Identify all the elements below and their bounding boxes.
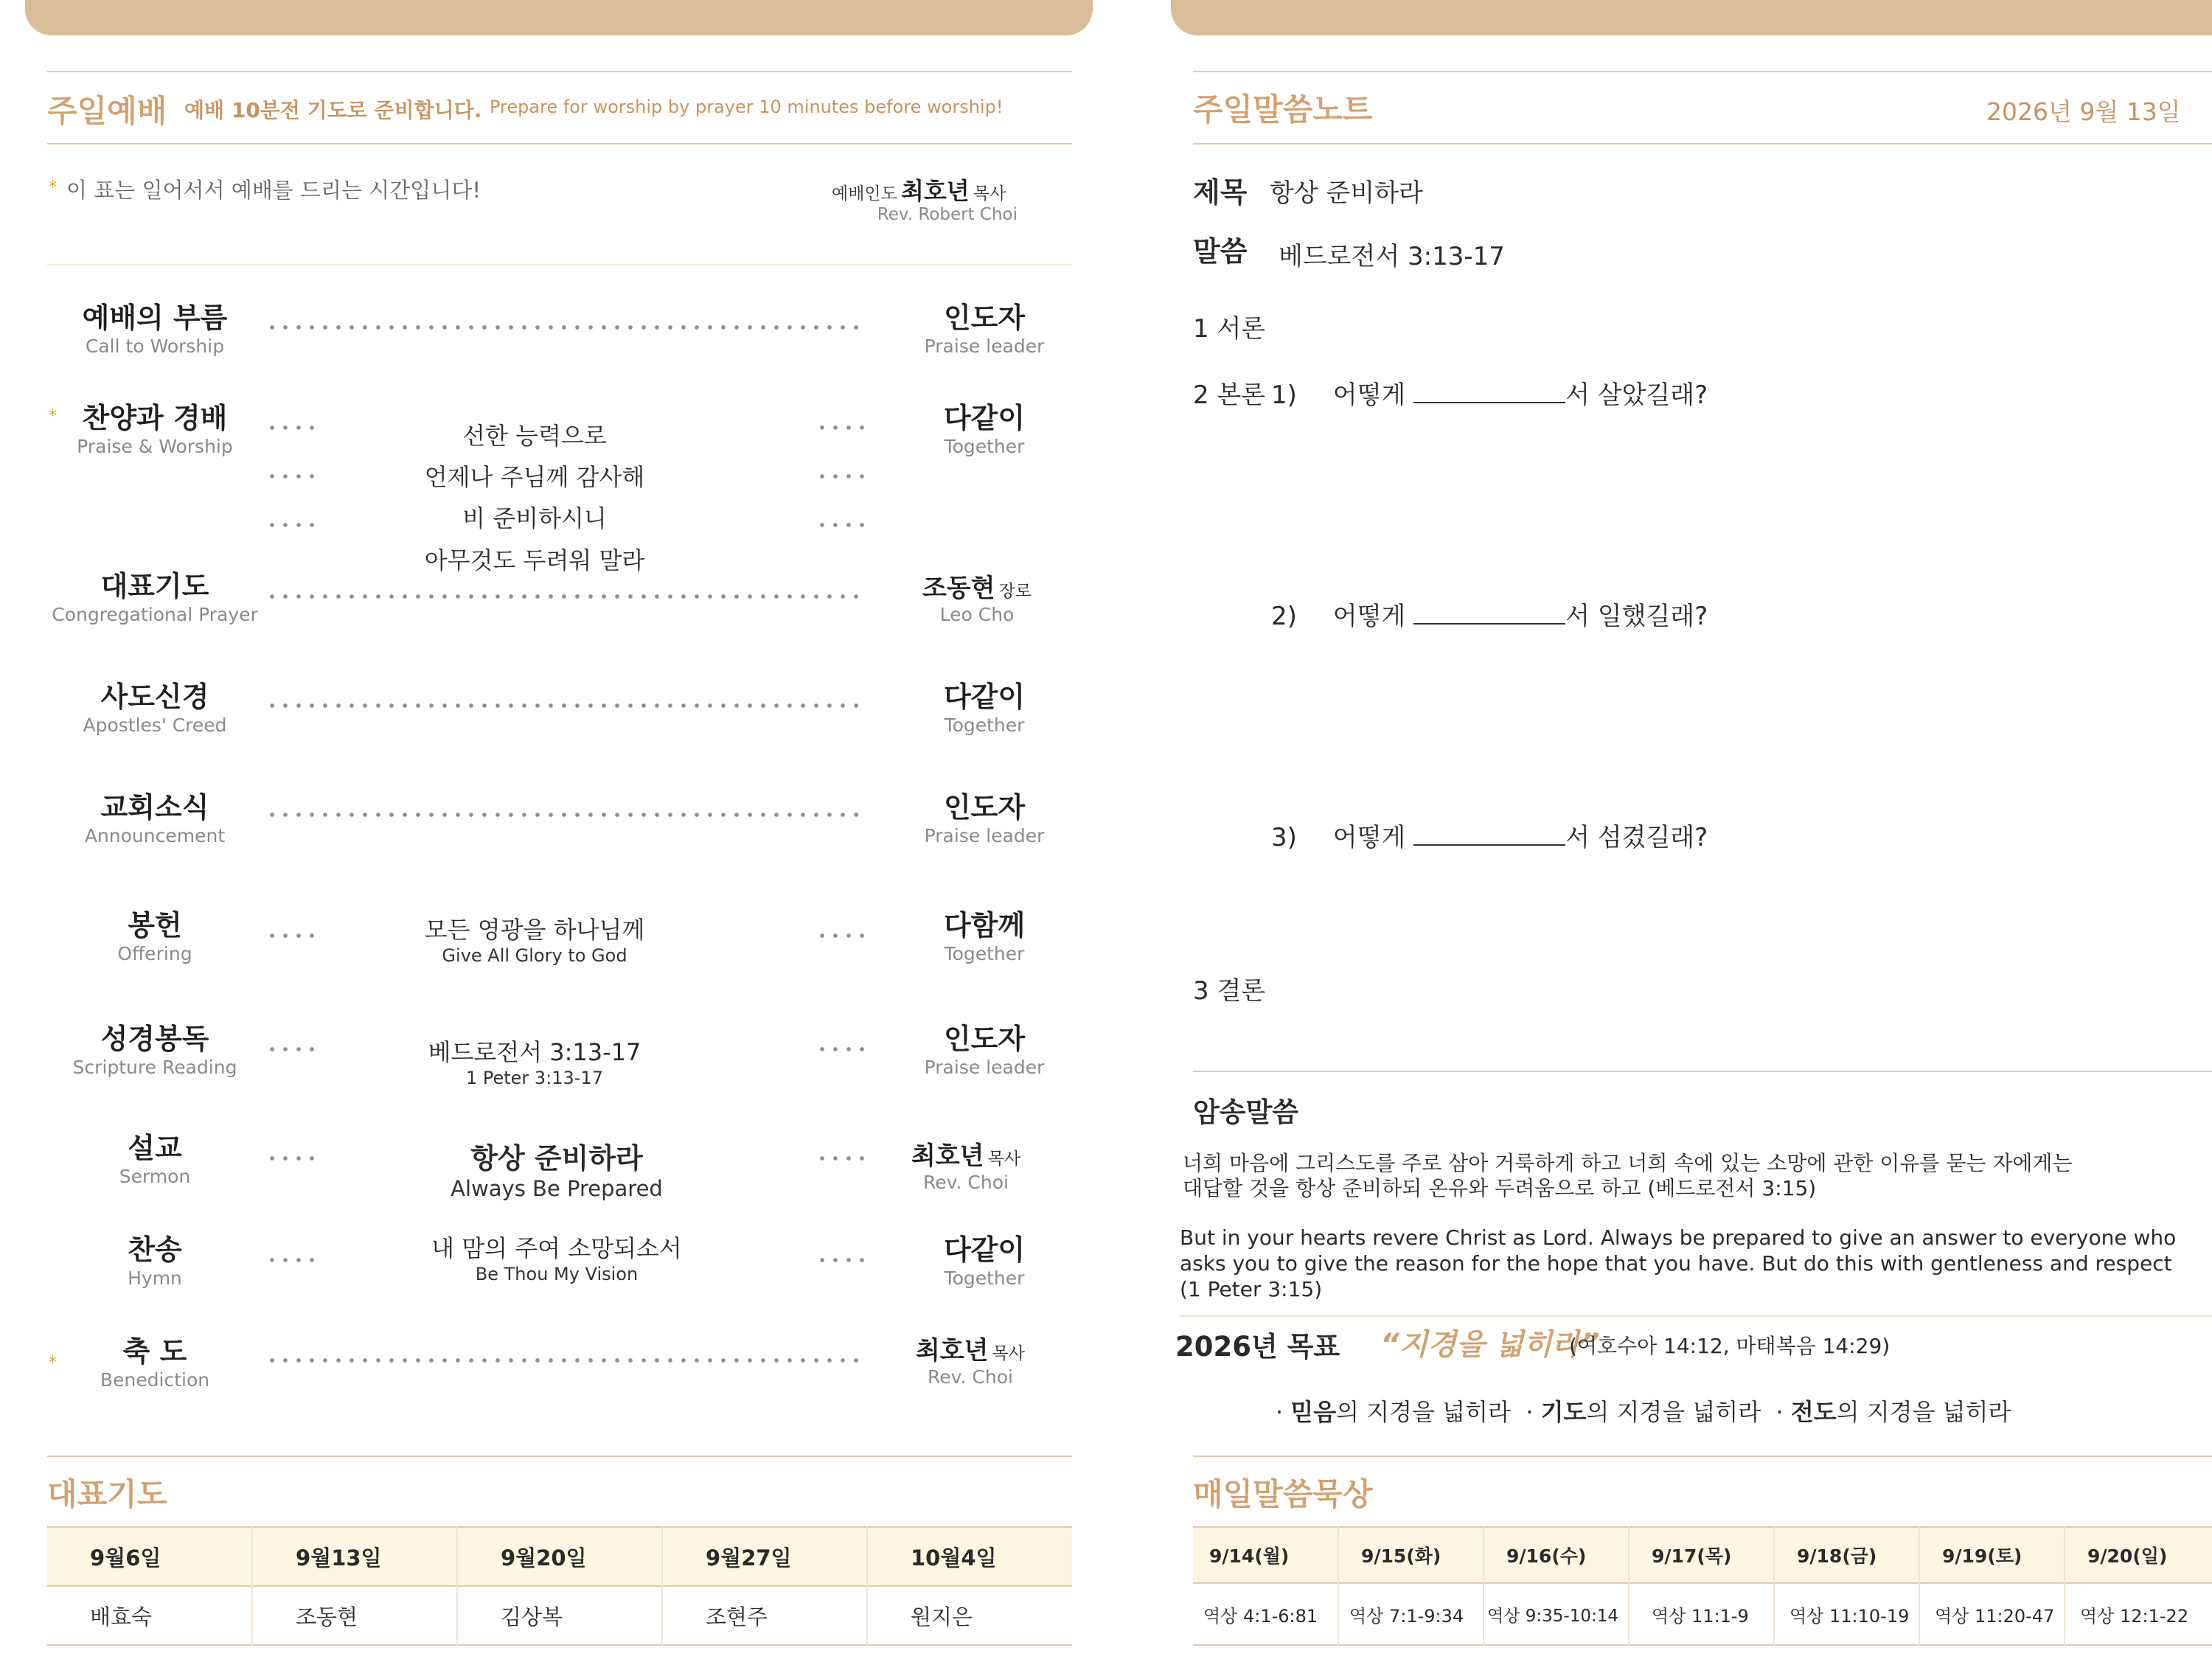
point-pre: 어떻게 — [1332, 380, 1406, 410]
order-item-en: Call to Worship — [85, 335, 225, 357]
order-item-en: Offering — [117, 943, 192, 964]
memory-verse-en-3: (1 Peter 3:15) — [1180, 1277, 1323, 1301]
goal-item-bold: 믿음 — [1290, 1398, 1337, 1426]
prayer-name: 조현주 — [662, 1586, 867, 1645]
order-item-ko: 예배의 부름 — [82, 302, 228, 334]
reading-day: 9/18(금) — [1774, 1527, 1919, 1583]
prayer-schedule-header-row — [47, 1527, 1072, 1586]
dotted-leader — [265, 1156, 319, 1161]
reading-passage: 역상 4:1-6:81 — [1203, 1605, 1318, 1627]
prayer-name: 배효숙 — [90, 1604, 153, 1630]
leader-title: 목사 — [973, 184, 1006, 204]
order-item-en: Apostles' Creed — [83, 714, 227, 736]
goal-items — [1276, 1394, 2011, 1427]
leader-en-label: Together — [944, 714, 1025, 736]
dotted-leader — [815, 1156, 869, 1161]
goal-item-rest: 의 지경을 넓히라 — [1336, 1398, 1511, 1426]
leader-ko: 최호년 — [915, 1336, 989, 1366]
leader-title: 목사 — [987, 1150, 1021, 1169]
leader-ko: 다함께 — [943, 909, 1026, 942]
goal-motto: “지경을 넓히라” — [1380, 1328, 1600, 1362]
note-rule-bottom — [1193, 143, 2212, 145]
order-item-leader — [908, 1227, 1060, 1289]
order-item-en: Announcement — [84, 825, 226, 846]
leader-en: Rev. Robert Choi — [877, 205, 1018, 224]
leader-ko: 다같이 — [943, 402, 1026, 434]
order-item-prayer — [44, 563, 265, 625]
daily-reading-passage-row — [1193, 1583, 2212, 1645]
leader-ko: 조동현 — [922, 574, 995, 603]
prayer-schedule-names-row — [47, 1586, 1072, 1645]
fill-in-blank[interactable] — [1413, 602, 1565, 625]
reading-passage: 역상 12:1-22 — [2065, 1583, 2212, 1645]
point-pre: 어떻게 — [1332, 602, 1406, 631]
sermon-title-block — [369, 1135, 745, 1201]
dotted-leader — [265, 1358, 867, 1363]
song-1: 선한 능력으로 — [462, 422, 607, 450]
order-item-benediction — [52, 1329, 258, 1391]
sermon-note-date: 2026년 9월 13일 — [1986, 97, 2181, 126]
reading-day: 9/16(수) — [1484, 1527, 1629, 1583]
bullet-icon: · — [1526, 1398, 1534, 1426]
prayer-name: 원지은 — [867, 1586, 1072, 1645]
memory-verse-rule — [1193, 1071, 2212, 1072]
point-pre: 어떻게 — [1332, 823, 1406, 852]
note-rule-top — [1193, 71, 2212, 72]
goal-rule — [1180, 1315, 2212, 1317]
order-item-leader — [900, 568, 1054, 625]
standing-star-icon: * — [49, 178, 57, 197]
prayer-schedule-table — [47, 1526, 1072, 1646]
goal-refs: (여호수아 14:12, 마태복음 14:29) — [1569, 1334, 1891, 1358]
order-item-ko: 찬송 — [128, 1234, 182, 1266]
standing-star-icon: * — [49, 1354, 57, 1372]
order-item-ko: 대표기도 — [100, 570, 209, 602]
leader-en-label: Leo Cho — [939, 604, 1015, 625]
prayer-date: 9월13일 — [252, 1527, 457, 1586]
service-subtitle-ko: 예배 10분전 기도로 준비합니다. — [184, 98, 482, 122]
reading-day: 9/19(토) — [1919, 1527, 2065, 1583]
right-page-top-tab — [1171, 0, 2212, 35]
note-scripture-label: 말씀 — [1193, 235, 1248, 268]
daily-reading-title: 매일말씀묵상 — [1193, 1476, 1373, 1512]
order-item-call-to-worship — [52, 295, 258, 357]
song-4: 아무것도 두려워 말라 — [424, 546, 645, 574]
prayer-date: 9월6일 — [90, 1545, 161, 1571]
memory-verse-ko-2: 대답할 것을 항상 준비하되 온유와 두려움으로 하고 (베드로전서 3:15) — [1183, 1176, 1817, 1200]
goal-item-rest: 의 지경을 넓히라 — [1836, 1398, 2011, 1426]
order-item-announcement — [52, 785, 258, 846]
prayer-date: 10월4일 — [867, 1527, 1072, 1586]
leader-en-label: Together — [944, 1267, 1025, 1289]
reading-day: 9/14(월) — [1209, 1545, 1290, 1567]
memory-verse-en-1: But in your hearts revere Christ as Lord. Always be prepared to give an answer to everyone who — [1180, 1225, 2177, 1250]
sermon-title-ko: 항상 준비하라 — [470, 1142, 643, 1175]
order-item-ko: 사도신경 — [100, 681, 209, 713]
dotted-leader — [265, 325, 867, 330]
order-item-ko: 봉헌 — [128, 909, 182, 942]
leader-en-label: Praise leader — [924, 1057, 1045, 1078]
order-item-leader — [908, 1016, 1060, 1078]
bullet-icon: · — [1775, 1398, 1784, 1426]
order-item-sermon — [52, 1125, 258, 1187]
order-item-leader — [904, 1330, 1037, 1388]
dotted-leader — [815, 1258, 869, 1262]
prayer-schedule-rule — [47, 1455, 1072, 1457]
note-intro: 1 서론 — [1193, 314, 1266, 344]
leader-en-label: Rev. Choi — [923, 1172, 1009, 1193]
goal-item-bold: 기도 — [1540, 1398, 1587, 1426]
leader-ko: 다같이 — [943, 1234, 1026, 1266]
order-item-scripture — [52, 1016, 258, 1078]
order-item-ko: 교회소식 — [100, 791, 209, 824]
prayer-date: 9월20일 — [457, 1527, 662, 1586]
reading-passage: 역상 11:1-9 — [1629, 1583, 1774, 1645]
hymn-block — [369, 1230, 745, 1284]
order-item-en: Hymn — [128, 1267, 182, 1289]
fill-in-blank[interactable] — [1413, 381, 1565, 403]
note-body-label: 2 본론 — [1193, 380, 1266, 410]
leader-ko: 다같이 — [943, 681, 1026, 713]
service-title: 주일예배 — [47, 93, 167, 129]
dotted-leader — [265, 703, 867, 708]
offering-song-ko: 모든 영광을 하나님께 — [424, 916, 645, 944]
hymn-ko: 내 맘의 주여 소망되소서 — [431, 1234, 682, 1262]
dotted-leader — [815, 1047, 869, 1051]
point-post: 서 일했길래? — [1565, 602, 1708, 631]
prayer-name: 조동현 — [252, 1586, 457, 1645]
sermon-title-en: Always Be Prepared — [451, 1176, 663, 1201]
point-number: 1) — [1271, 380, 1297, 410]
hymn-en: Be Thou My Vision — [475, 1264, 639, 1284]
order-item-leader — [908, 295, 1060, 357]
standing-star-icon: * — [49, 407, 57, 425]
reading-passage: 역상 7:1-9:34 — [1338, 1583, 1484, 1645]
dotted-leader — [265, 594, 867, 599]
bullet-icon: · — [1276, 1398, 1284, 1426]
reading-passage: 역상 9:35-10:14 — [1484, 1583, 1629, 1645]
reading-passage: 역상 11:10-19 — [1774, 1583, 1919, 1645]
dotted-leader — [265, 933, 319, 938]
offering-song-en: Give All Glory to God — [442, 945, 627, 966]
daily-reading-rule — [1193, 1455, 2212, 1457]
order-item-creed — [52, 674, 258, 736]
note-point-3 — [1271, 817, 1708, 853]
scripture-reading — [369, 1034, 700, 1088]
leader-en-label: Rev. Choi — [928, 1366, 1013, 1388]
dotted-leader — [265, 1047, 319, 1051]
left-page-top-tab — [25, 0, 1093, 35]
note-scripture: 베드로전서 3:13-17 — [1279, 242, 1505, 271]
note-conclusion: 3 결론 — [1193, 976, 1266, 1006]
header-rule-bottom — [47, 143, 1072, 145]
order-item-leader — [900, 1135, 1032, 1193]
order-item-en: Congregational Prayer — [52, 604, 258, 625]
fill-in-blank[interactable] — [1413, 824, 1565, 846]
note-sermon-title: 항상 준비하라 — [1270, 178, 1423, 208]
note-point-1 — [1271, 375, 1708, 411]
sermon-note-title: 주일말씀노트 — [1193, 91, 1373, 128]
order-item-leader — [908, 674, 1060, 736]
order-item-ko: 찬양과 경배 — [82, 402, 228, 434]
offering-song — [369, 911, 700, 966]
prayer-name: 김상복 — [457, 1586, 662, 1645]
point-number: 3) — [1271, 823, 1297, 852]
leader-ko: 최호년 — [911, 1141, 984, 1171]
point-post: 서 섬겼길래? — [1565, 823, 1708, 852]
reading-day: 9/15(화) — [1338, 1527, 1484, 1583]
daily-reading-table — [1193, 1526, 2212, 1646]
order-item-en: Benediction — [100, 1369, 210, 1391]
memory-verse-ko-1: 너희 마음에 그리스도를 주로 삼아 거룩하게 하고 너희 속에 있는 소망에 관한 이유를 묻는 자에게는 — [1183, 1151, 2073, 1175]
song-2: 언제나 주님께 감사해 — [424, 463, 645, 491]
service-subtitle-en: Prepare for worship by prayer 10 minutes before worship! — [490, 97, 1004, 117]
order-item-en: Praise & Worship — [77, 436, 233, 457]
order-item-ko: 축 도 — [122, 1335, 187, 1368]
leader-title: 목사 — [992, 1344, 1026, 1363]
leader-ko: 인도자 — [943, 1023, 1026, 1055]
leader-en-label: Together — [944, 436, 1025, 457]
memory-verse-en-2: asks you to give the reason for the hope that you have. But do this with gentleness and respect — [1180, 1251, 2172, 1276]
reading-day: 9/20(일) — [2065, 1527, 2212, 1583]
order-item-leader — [908, 902, 1060, 964]
reading-day: 9/17(목) — [1629, 1527, 1774, 1583]
leader-en-label: Praise leader — [924, 825, 1045, 846]
dotted-leader — [265, 474, 319, 479]
point-post: 서 살았길래? — [1565, 380, 1708, 410]
order-item-ko: 성경봉독 — [100, 1023, 209, 1055]
order-item-en: Scripture Reading — [72, 1057, 237, 1078]
order-item-leader — [908, 395, 1060, 457]
goal-year-label: 2026년 목표 — [1175, 1331, 1340, 1363]
dotted-leader — [815, 425, 869, 430]
note-title-label: 제목 — [1193, 176, 1248, 209]
song-3: 비 준비하시니 — [462, 504, 607, 532]
reading-passage: 역상 11:20-47 — [1919, 1583, 2065, 1645]
dotted-leader — [265, 813, 867, 817]
order-item-ko: 설교 — [128, 1132, 182, 1164]
daily-reading-header-row — [1193, 1527, 2212, 1583]
scripture-reading-ko: 베드로전서 3:13-17 — [428, 1038, 641, 1066]
leader-en-label: Together — [944, 943, 1025, 964]
goal-item-rest: 의 지경을 넓히라 — [1586, 1398, 1761, 1426]
dotted-leader — [265, 523, 319, 527]
header-rule-top — [47, 71, 1072, 72]
dotted-leader — [265, 425, 319, 430]
dotted-leader — [815, 933, 869, 938]
dotted-leader — [815, 523, 869, 527]
order-item-leader — [908, 785, 1060, 846]
memory-verse-title: 암송말씀 — [1193, 1096, 1298, 1128]
leader-prefix: 예배인도 — [832, 184, 897, 204]
scripture-reading-en: 1 Peter 3:13-17 — [465, 1068, 604, 1088]
prayer-schedule-title: 대표기도 — [47, 1476, 167, 1512]
leader-ko: 인도자 — [943, 302, 1026, 334]
order-item-en: Sermon — [119, 1166, 191, 1187]
order-item-hymn — [52, 1227, 258, 1289]
leader-title: 장로 — [998, 582, 1032, 601]
leader-name: 최호년 — [900, 177, 970, 205]
order-item-offering — [52, 902, 258, 964]
leader-rule — [47, 264, 1072, 265]
standing-note: 이 표는 일어서서 예배를 드리는 시간입니다! — [66, 178, 481, 203]
leader-ko: 인도자 — [943, 791, 1026, 824]
goal-item-bold: 전도 — [1790, 1398, 1837, 1426]
prayer-date: 9월27일 — [662, 1527, 867, 1586]
leader-en-label: Praise leader — [924, 335, 1045, 357]
dotted-leader — [265, 1258, 319, 1262]
point-number: 2) — [1271, 602, 1297, 631]
note-point-2 — [1271, 596, 1708, 632]
dotted-leader — [815, 474, 869, 479]
leader-block — [832, 173, 1006, 206]
order-item-praise-worship — [52, 395, 258, 457]
